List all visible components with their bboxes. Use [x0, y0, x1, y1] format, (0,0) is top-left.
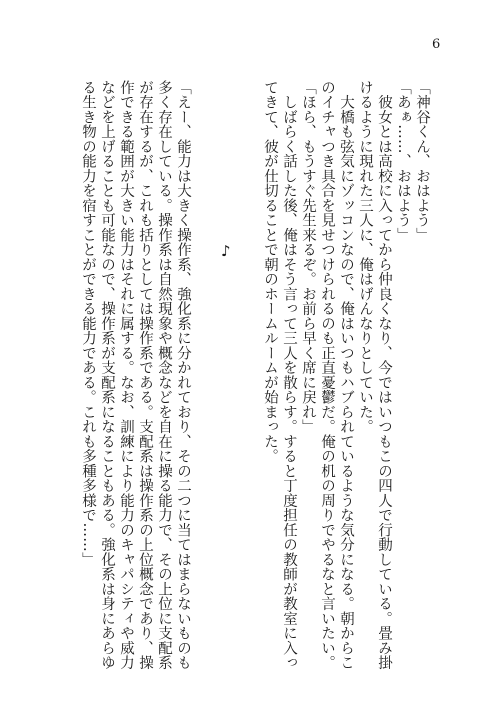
- text-column: 大橋も弦気にゾッコンなので、俺はいつもハブられているような気分になる。朝からこ: [338, 80, 354, 670]
- text-column: 「ほら、もうすぐ先生来るぞ。お前ら早く席に戻れ」: [300, 80, 316, 434]
- text-column: のイチャつき具合を見せつけられるのも正直憂鬱だ。俺の机の周りでやるなと言いたい。: [319, 80, 335, 670]
- page-number: 6: [432, 37, 441, 52]
- text-column: しばらく話した後、俺はそう言って三人を散らす。すると丁度担任の教師が教室に入っ: [281, 80, 297, 670]
- text-column: などを上げることも可能なので、操作系が支配系になることもある。強化系は身にあらゆ: [99, 80, 115, 670]
- text-column: けるように現れた三人に、俺はげんなりとしていた。: [357, 80, 373, 434]
- text-column: が存在するが、これも括りとしては操作系である。支配系は操作系の上位概念であり、操: [137, 80, 153, 670]
- text-column: 彼女とは高校に入ってから仲良くなり、今ではいつもこの四人で行動している。畳み掛: [376, 80, 392, 670]
- text-column: 「えー、能力は大きく操作系、強化系に分かれており、その二つに当てはまらないものも: [175, 80, 191, 670]
- text-column: 作できる範囲が大きい能力はそれに属する。なお、訓練により能力のキャパシティや威力: [118, 80, 134, 670]
- text-column: 「神谷くん、おはよう」: [414, 80, 430, 243]
- text-column: てきて、彼が仕切ることで朝のホームルームが始まった。: [262, 80, 278, 464]
- section-ornament: ♪: [221, 242, 231, 260]
- text-column: 「あぁ……、おはよう」: [395, 80, 411, 243]
- text-column: 多く存在している。操作系は自然現象や概念などを自在に操る能力で、その上位に支配系: [156, 80, 172, 670]
- text-column: る生き物の能力を宿すことができる能力である。これも多種多様で……」: [80, 80, 96, 567]
